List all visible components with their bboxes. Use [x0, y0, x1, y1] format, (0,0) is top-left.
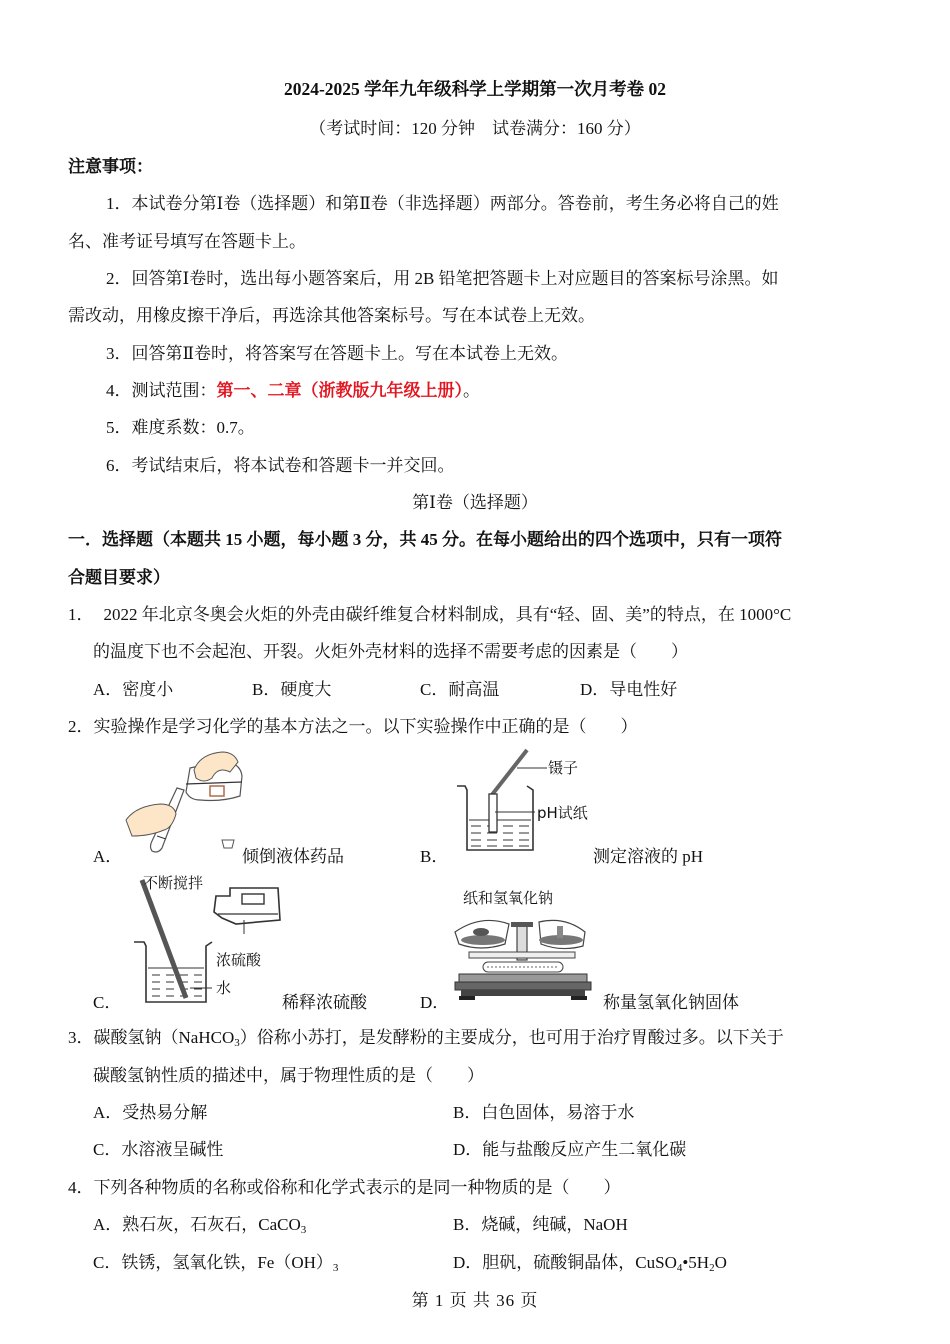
question-number: 3．	[68, 1028, 94, 1047]
notice-item-2-line1: 2．回答第Ⅰ卷时，选出每小题答案后，用 2B 铅笔把答题卡上对应题目的答案标号涂黑。如	[106, 269, 779, 288]
q4-option-c[interactable]: C．铁锈，氢氧化铁，$Fe(OH)_3$	[93, 1253, 339, 1274]
balance-figure	[453, 910, 593, 1005]
q3-option-a[interactable]: A．受热易分解	[93, 1103, 208, 1122]
notice-item-2-line2: 需改动，用橡皮擦干净后，再选涂其他答案标号。写在本试卷上无效。	[68, 306, 595, 325]
q2-option-d-letter[interactable]: D．	[420, 993, 450, 1012]
q2-option-c-caption: 稀释浓硫酸	[282, 993, 367, 1012]
question-text: 2022 年北京冬奥会火炬的外壳由碳纤维复合材料制成，具有“轻、固、美”的特点，在 1000°C	[103, 605, 792, 624]
stir-label: 不断搅拌	[143, 874, 204, 892]
question-number: 4．	[68, 1178, 94, 1197]
notice-item-4	[106, 376, 480, 401]
notice-item-4-suffix: 。	[463, 381, 480, 400]
section-heading-line2: 合题目要求）	[68, 568, 170, 587]
notice-item-1-line1: 1．本试卷分第Ⅰ卷（选择题）和第Ⅱ卷（非选择题）两部分。答卷前，考生务必将自己的姓	[106, 194, 779, 213]
q4-option-d[interactable]: D．胆矾，硫酸铜晶体，$CuSO_4•5H_2O$	[453, 1253, 727, 1274]
q4-option-b[interactable]: B．烧碱，纯碱，NaOH	[453, 1215, 628, 1234]
notice-item-5: 5．难度系数：0.7。	[106, 418, 255, 437]
question-3-line2: 碳酸氢钠性质的描述中，属于物理性质的是（ ）	[93, 1066, 484, 1085]
volume-title: 第Ⅰ卷（选择题）	[412, 493, 538, 512]
q2-option-a-caption: 倾倒液体药品	[242, 847, 344, 866]
notice-item-4-prefix: 4．测试范围：	[106, 381, 217, 400]
question-number: 1．	[68, 605, 94, 624]
tweezers-label: 镊子	[548, 759, 579, 777]
notice-item-1-line2: 名、准考证号填写在答题卡上。	[68, 232, 306, 251]
q2-option-d-caption: 称量氢氧化钠固体	[603, 993, 739, 1012]
notice-item-6: 6．考试结束后，将本试卷和答题卡一并交回。	[106, 456, 455, 475]
q3-option-c[interactable]: C．水溶液呈碱性	[93, 1140, 224, 1159]
q2-option-b-letter[interactable]: B．	[420, 847, 449, 866]
test-scope-highlight: 第一、二章（浙教版九年级上册）	[216, 381, 463, 400]
ph-paper-label: pH试纸	[537, 804, 588, 822]
document-title: 2024-2025 学年九年级科学上学期第一次月考卷 02	[283, 79, 667, 99]
question-1	[68, 600, 791, 625]
q2-option-b-caption: 测定溶液的 pH	[593, 847, 704, 866]
notice-item-3: 3．回答第Ⅱ卷时，将答案写在答题卡上。写在本试卷上无效。	[106, 344, 569, 363]
q1-option-b[interactable]: B．硬度大	[252, 680, 332, 699]
notice-heading: 注意事项：	[68, 157, 153, 176]
conc-acid-label: 浓硫酸	[216, 951, 262, 969]
q2-option-c-letter[interactable]: C．	[93, 993, 122, 1012]
question-1-line2: 的温度下也不会起泡、开裂。火炬外壳材料的选择不需要考虑的因素是（ ）	[93, 642, 688, 661]
water-label: 水	[216, 979, 232, 997]
q4-option-a[interactable]: A．熟石灰，石灰石，CaCO$_3$	[93, 1215, 307, 1236]
q1-option-c[interactable]: C．耐高温	[420, 680, 500, 699]
question-3: 3．碳酸氢钠（NaHCO$_3$）俗称小苏打，是发酵粉的主要成分，也可用于治疗胃酸过多。以下关于	[68, 1028, 784, 1049]
q3-option-d[interactable]: D．能与盐酸反应产生二氧化碳	[453, 1140, 687, 1159]
question-text: 下列各种物质的名称或俗称和化学式表示的是同一种物质的是（ ）	[93, 1178, 621, 1197]
question-2	[68, 712, 638, 737]
q2-option-a-letter[interactable]: A．	[93, 847, 123, 866]
q1-option-a[interactable]: A．密度小	[93, 680, 174, 699]
question-text: 实验操作是学习化学的基本方法之一。以下实验操作中正确的是（ ）	[93, 717, 638, 736]
exam-info: （考试时间：120 分钟 试卷满分：160 分）	[309, 119, 641, 138]
q1-option-d[interactable]: D．导电性好	[580, 680, 678, 699]
question-4	[68, 1173, 621, 1198]
section-heading-line1: 一．选择题（本题共 15 小题，每小题 3 分，共 45 分。在每小题给出的四个选项中，只有一项符	[68, 530, 782, 549]
paper-naoh-label: 纸和氢氧化钠	[463, 889, 554, 907]
q3-option-b[interactable]: B．白色固体，易溶于水	[453, 1103, 635, 1122]
question-number: 2．	[68, 717, 94, 736]
page-number: 第 1 页 共 36 页	[411, 1291, 539, 1310]
pouring-liquid-figure	[122, 748, 257, 858]
